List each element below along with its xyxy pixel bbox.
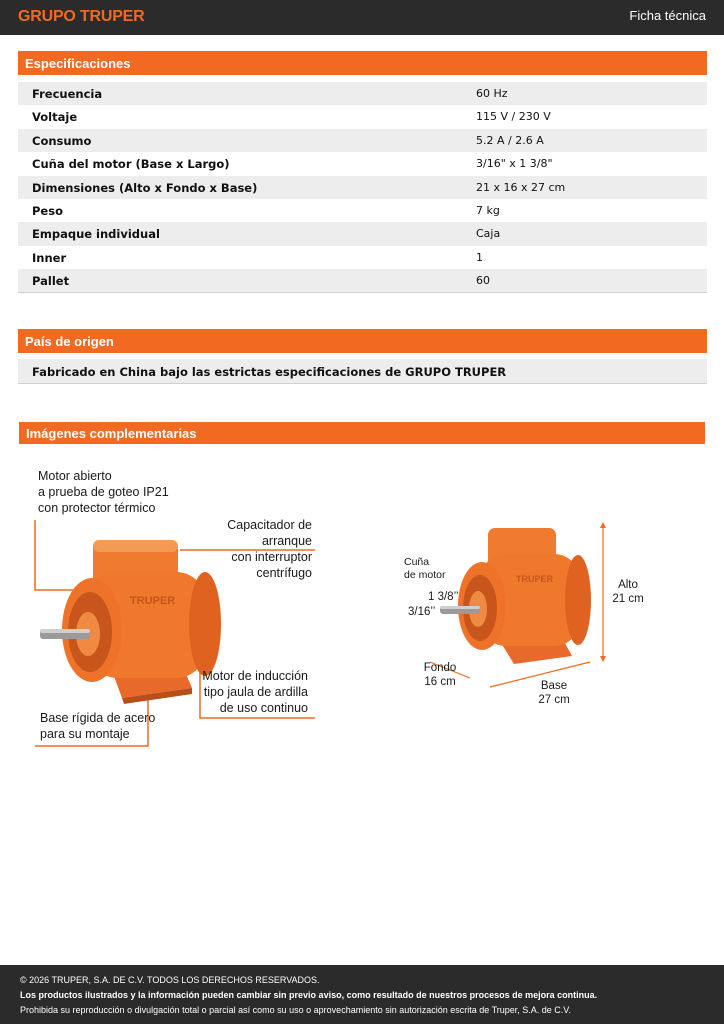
spec-value: 115 V / 230 V <box>476 110 551 124</box>
table-row <box>18 82 707 105</box>
table-row <box>18 152 707 175</box>
specs-table <box>18 82 707 293</box>
motor-brand-text: TRUPER <box>130 595 176 607</box>
spec-value: 21 x 16 x 27 cm <box>476 180 566 194</box>
motor-brand-text-2: TRUPER <box>516 574 554 584</box>
spec-label: Peso <box>32 203 63 218</box>
callout-capacitador: Capacitador de arranque con interruptor centrífugo <box>227 518 312 580</box>
spec-value: Caja <box>476 227 501 241</box>
label-base: Base 27 cm <box>538 680 570 706</box>
label-fondo: Fondo 16 cm <box>423 662 457 688</box>
footer-copyright: © 2026 TRUPER, S.A. DE C.V. TODOS LOS DERECHOS RESERVADOS. <box>20 975 320 985</box>
callout-motor-abierto: Motor abierto a prueba de goteo IP21 con protector térmico <box>38 469 169 515</box>
label-cuna-largo: 1 3/8’’ <box>428 591 459 603</box>
table-row <box>18 199 707 222</box>
callout-base-rigida: Base rígida de acero para su montaje <box>40 711 156 741</box>
label-alto: Alto 21 cm <box>612 579 644 605</box>
spec-label: Frecuencia <box>32 87 103 101</box>
images-section-title: Imágenes complementarias <box>19 422 705 444</box>
label-cuna: Cuña de motor <box>404 556 446 581</box>
origin-text: Fabricado en China bajo las estrictas especificaciones de GRUPO TRUPER <box>32 365 507 379</box>
spec-label: Inner <box>32 250 67 265</box>
callout-motor-induccion: Motor de inducción tipo jaula de ardilla de uso continuo <box>202 669 308 715</box>
footer-notice: Los productos ilustrados y la información pueden cambiar sin previo aviso, como resultado de nuestros procesos de mejora continua. <box>20 990 598 1000</box>
footer-prohibition: Prohibida su reproducción o divulgación total o parcial así como su uso o aprovechamiento sin autorización escrita de Truper, S.A. de C.V. <box>20 1005 571 1015</box>
table-row <box>18 222 707 245</box>
table-row <box>18 105 707 128</box>
spec-value: 5.2 A / 2.6 A <box>476 133 544 147</box>
footer <box>0 965 724 1024</box>
label-cuna-base: 3/16’’ <box>408 606 436 618</box>
spec-value: 60 <box>476 274 490 288</box>
spec-label: Voltaje <box>32 110 78 125</box>
origin-section-title: País de origen <box>18 329 707 353</box>
spec-label: Empaque individual <box>32 227 160 242</box>
spec-value: 1 <box>476 250 483 264</box>
table-row <box>18 129 707 152</box>
brand-logo: GRUPO TRUPER <box>18 8 145 25</box>
table-row <box>18 246 707 269</box>
document-type: Ficha técnica <box>629 8 706 23</box>
table-row <box>18 176 707 199</box>
spec-label: Cuña del motor (Base x Largo) <box>32 157 230 172</box>
spec-label: Dimensiones (Alto x Fondo x Base) <box>32 180 258 195</box>
spec-value: 7 kg <box>476 203 500 217</box>
origin-row <box>18 359 707 384</box>
spec-value: 60 Hz <box>476 87 508 100</box>
specs-section-title: Especificaciones <box>18 51 707 75</box>
spec-value: 3/16" x 1 3/8" <box>476 157 553 171</box>
table-row <box>18 269 707 292</box>
spec-label: Consumo <box>32 133 92 148</box>
top-bar <box>0 0 724 35</box>
spec-label: Pallet <box>32 274 70 289</box>
